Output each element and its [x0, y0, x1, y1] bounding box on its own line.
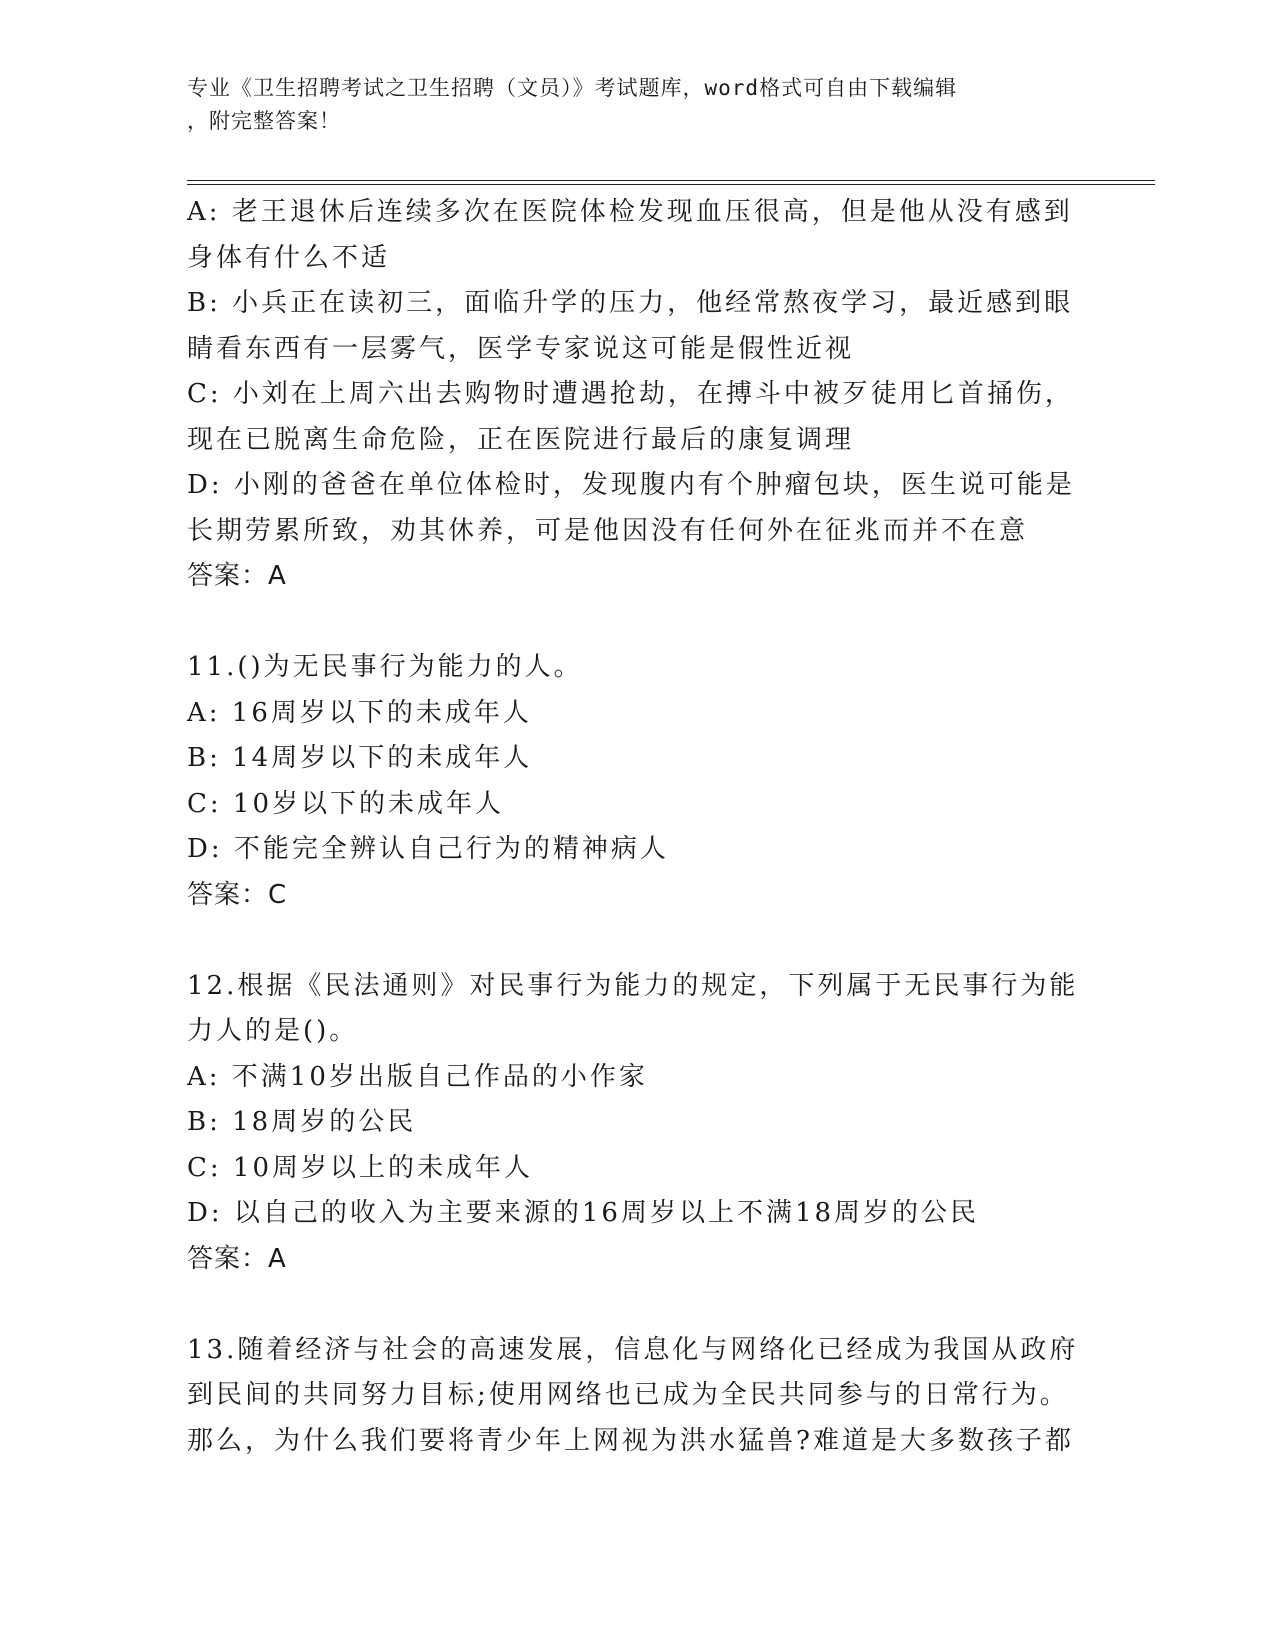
q12-answer: 答案：A — [187, 1243, 287, 1274]
question-12-block — [187, 964, 1077, 1283]
header-divider — [187, 180, 1155, 185]
question-10-block — [187, 190, 1077, 600]
q11-option-a: A: 16周岁以下的未成年人 — [187, 697, 532, 728]
header-line-1: 专业《卫生招聘考试之卫生招聘（文员）》考试题库，word格式可自由下载编辑 — [187, 76, 958, 100]
q10-option-a-line-2: 身体有什么不适 — [187, 242, 391, 273]
q11-option-b: B: 14周岁以下的未成年人 — [187, 743, 533, 773]
q13-stem-line-1: 13.随着经济与社会的高速发展，信息化与网络化已经成为我国从政府 — [187, 1334, 1079, 1365]
spacer — [187, 600, 1077, 646]
q10-option-d-line-1: D: 小刚的爸爸在单位体检时，发现腹内有个肿瘤包块，医生说可能是 — [187, 470, 1075, 500]
spacer — [187, 918, 1077, 964]
q10-answer: 答案：A — [187, 561, 287, 591]
q12-option-c: C: 10周岁以上的未成年人 — [187, 1152, 534, 1183]
q11-option-d: D: 不能完全辨认自己行为的精神病人 — [187, 834, 669, 864]
header-line-2: ，附完整答案！ — [187, 109, 341, 133]
q11-answer: 答案：C — [187, 879, 288, 910]
q12-stem-line-2: 力人的是()。 — [187, 1016, 359, 1046]
question-content — [187, 190, 1077, 1464]
document-header — [187, 72, 1067, 138]
q12-stem-line-1: 12.根据《民法通则》对民事行为能力的规定，下列属于无民事行为能 — [187, 970, 1079, 1001]
q10-option-b-line-2: 睛看东西有一层雾气，医学专家说这可能是假性近视 — [187, 333, 855, 364]
spacer — [187, 1282, 1077, 1328]
q12-option-a: A: 不满10岁出版自己作品的小作家 — [187, 1061, 648, 1092]
q13-stem-line-3: 那么，为什么我们要将青少年上网视为洪水猛兽?难道是大多数孩子都 — [187, 1425, 1074, 1456]
q11-option-c: C: 10岁以下的未成年人 — [187, 788, 505, 819]
q12-option-b: B: 18周岁的公民 — [187, 1107, 417, 1137]
q10-option-d-line-2: 长期劳累所致，劝其休养，可是他因没有任何外在征兆而并不在意 — [187, 515, 1029, 546]
q13-stem-line-2: 到民间的共同努力目标;使用网络也已成为全民共同参与的日常行为。 — [187, 1380, 1069, 1410]
q10-option-a-line-1: A: 老王退休后连续多次在医院体检发现血压很高，但是他从没有感到 — [187, 197, 1073, 227]
q10-option-b-line-1: B: 小兵正在读初三，面临升学的压力，他经常熬夜学习，最近感到眼 — [187, 288, 1074, 318]
q10-option-c-line-2: 现在已脱离生命危险，正在医院进行最后的康复调理 — [187, 424, 855, 455]
q12-option-d: D: 以自己的收入为主要来源的16周岁以上不满18周岁的公民 — [187, 1198, 980, 1228]
question-11-block — [187, 645, 1077, 918]
question-13-block — [187, 1328, 1077, 1465]
q11-stem: 11.()为无民事行为能力的人。 — [187, 652, 583, 682]
q10-option-c-line-1: C: 小刘在上周六出去购物时遭遇抢劫，在搏斗中被歹徒用匕首捅伤， — [187, 379, 1074, 409]
